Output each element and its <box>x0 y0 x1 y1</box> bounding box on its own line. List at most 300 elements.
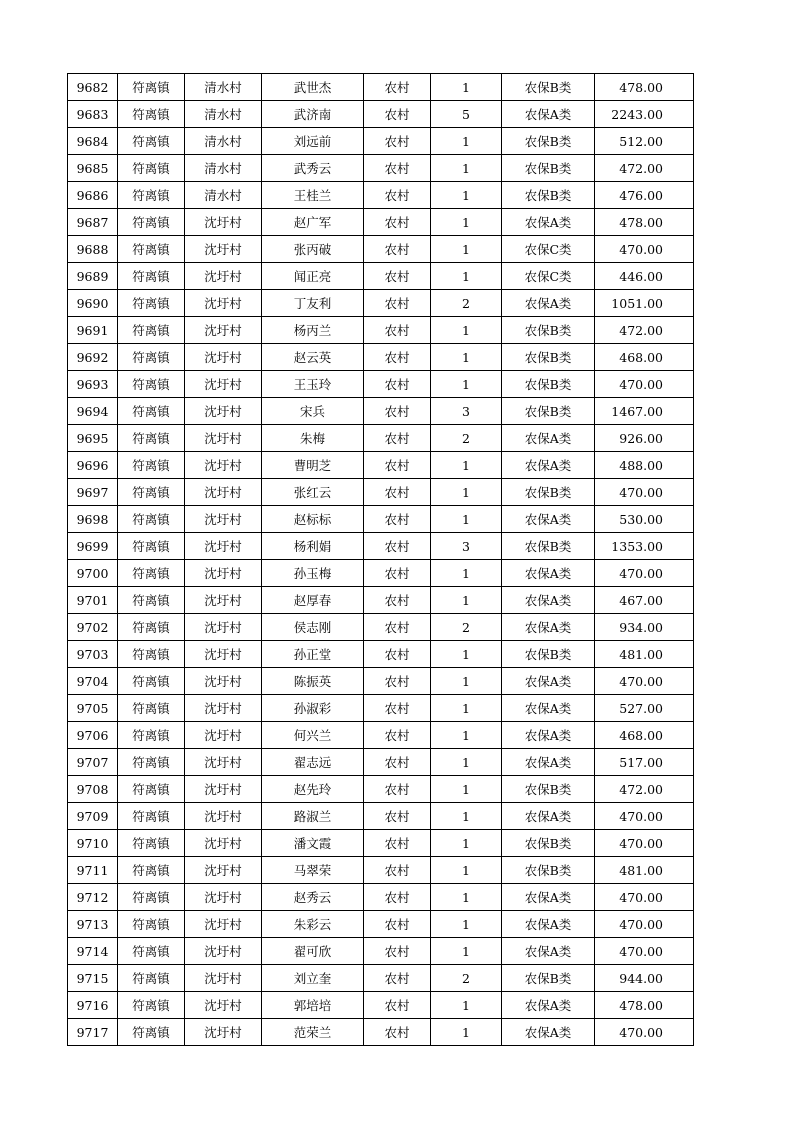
insurance-class-cell: 农保A类 <box>502 425 595 452</box>
record-id-cell: 9706 <box>68 722 118 749</box>
town-name-cell: 符离镇 <box>118 479 185 506</box>
table-row <box>68 857 694 884</box>
record-id-cell: 9707 <box>68 749 118 776</box>
insurance-class-cell: 农保B类 <box>502 371 595 398</box>
record-id-cell: 9702 <box>68 614 118 641</box>
amount-cell: 470.00 <box>595 479 694 506</box>
town-name-cell: 符离镇 <box>118 101 185 128</box>
village-name-cell: 沈圩村 <box>185 371 262 398</box>
person-name-cell: 赵云英 <box>262 344 364 371</box>
amount-cell: 476.00 <box>595 182 694 209</box>
area-type-cell: 农村 <box>364 830 431 857</box>
person-name-cell: 朱彩云 <box>262 911 364 938</box>
record-id-cell: 9712 <box>68 884 118 911</box>
record-id-cell: 9684 <box>68 128 118 155</box>
amount-cell: 926.00 <box>595 425 694 452</box>
insurance-class-cell: 农保B类 <box>502 776 595 803</box>
town-name-cell: 符离镇 <box>118 641 185 668</box>
record-id-cell: 9696 <box>68 452 118 479</box>
record-id-cell: 9715 <box>68 965 118 992</box>
village-name-cell: 沈圩村 <box>185 911 262 938</box>
area-type-cell: 农村 <box>364 371 431 398</box>
record-id-cell: 9694 <box>68 398 118 425</box>
amount-cell: 446.00 <box>595 263 694 290</box>
person-name-cell: 潘文霞 <box>262 830 364 857</box>
person-name-cell: 王玉玲 <box>262 371 364 398</box>
village-name-cell: 沈圩村 <box>185 695 262 722</box>
amount-cell: 472.00 <box>595 317 694 344</box>
record-id-cell: 9697 <box>68 479 118 506</box>
table-row <box>68 614 694 641</box>
person-name-cell: 侯志刚 <box>262 614 364 641</box>
household-size-cell: 1 <box>431 236 502 263</box>
amount-cell: 470.00 <box>595 668 694 695</box>
household-size-cell: 1 <box>431 695 502 722</box>
person-name-cell: 路淑兰 <box>262 803 364 830</box>
village-name-cell: 沈圩村 <box>185 236 262 263</box>
village-name-cell: 沈圩村 <box>185 938 262 965</box>
town-name-cell: 符离镇 <box>118 830 185 857</box>
amount-cell: 481.00 <box>595 641 694 668</box>
household-size-cell: 2 <box>431 425 502 452</box>
area-type-cell: 农村 <box>364 263 431 290</box>
record-id-cell: 9688 <box>68 236 118 263</box>
village-name-cell: 沈圩村 <box>185 506 262 533</box>
insurance-class-cell: 农保A类 <box>502 290 595 317</box>
table-row <box>68 398 694 425</box>
person-name-cell: 刘远前 <box>262 128 364 155</box>
amount-cell: 481.00 <box>595 857 694 884</box>
table-row <box>68 155 694 182</box>
village-name-cell: 沈圩村 <box>185 452 262 479</box>
records-table <box>67 73 694 1046</box>
person-name-cell: 郭培培 <box>262 992 364 1019</box>
table-row <box>68 1019 694 1046</box>
amount-cell: 934.00 <box>595 614 694 641</box>
insurance-class-cell: 农保A类 <box>502 992 595 1019</box>
household-size-cell: 1 <box>431 317 502 344</box>
insurance-class-cell: 农保B类 <box>502 965 595 992</box>
village-name-cell: 沈圩村 <box>185 803 262 830</box>
household-size-cell: 1 <box>431 1019 502 1046</box>
area-type-cell: 农村 <box>364 776 431 803</box>
person-name-cell: 陈振英 <box>262 668 364 695</box>
insurance-class-cell: 农保B类 <box>502 155 595 182</box>
village-name-cell: 沈圩村 <box>185 290 262 317</box>
table-row <box>68 101 694 128</box>
town-name-cell: 符离镇 <box>118 209 185 236</box>
insurance-class-cell: 农保B类 <box>502 857 595 884</box>
insurance-class-cell: 农保A类 <box>502 938 595 965</box>
household-size-cell: 1 <box>431 560 502 587</box>
town-name-cell: 符离镇 <box>118 776 185 803</box>
person-name-cell: 翟可欣 <box>262 938 364 965</box>
insurance-class-cell: 农保A类 <box>502 101 595 128</box>
village-name-cell: 沈圩村 <box>185 722 262 749</box>
village-name-cell: 沈圩村 <box>185 749 262 776</box>
table-row <box>68 587 694 614</box>
area-type-cell: 农村 <box>364 533 431 560</box>
village-name-cell: 清水村 <box>185 128 262 155</box>
household-size-cell: 1 <box>431 344 502 371</box>
area-type-cell: 农村 <box>364 938 431 965</box>
household-size-cell: 1 <box>431 911 502 938</box>
household-size-cell: 1 <box>431 749 502 776</box>
insurance-class-cell: 农保A类 <box>502 506 595 533</box>
amount-cell: 478.00 <box>595 74 694 101</box>
town-name-cell: 符离镇 <box>118 533 185 560</box>
person-name-cell: 赵广军 <box>262 209 364 236</box>
amount-cell: 467.00 <box>595 587 694 614</box>
area-type-cell: 农村 <box>364 695 431 722</box>
insurance-class-cell: 农保C类 <box>502 236 595 263</box>
household-size-cell: 1 <box>431 128 502 155</box>
insurance-class-cell: 农保B类 <box>502 830 595 857</box>
person-name-cell: 张红云 <box>262 479 364 506</box>
insurance-class-cell: 农保A类 <box>502 722 595 749</box>
household-size-cell: 1 <box>431 587 502 614</box>
village-name-cell: 沈圩村 <box>185 776 262 803</box>
area-type-cell: 农村 <box>364 344 431 371</box>
household-size-cell: 1 <box>431 209 502 236</box>
table-row <box>68 317 694 344</box>
table-row <box>68 992 694 1019</box>
insurance-class-cell: 农保B类 <box>502 317 595 344</box>
village-name-cell: 沈圩村 <box>185 209 262 236</box>
table-row <box>68 128 694 155</box>
household-size-cell: 1 <box>431 803 502 830</box>
table-body <box>68 74 694 1046</box>
person-name-cell: 武秀云 <box>262 155 364 182</box>
record-id-cell: 9701 <box>68 587 118 614</box>
household-size-cell: 1 <box>431 857 502 884</box>
person-name-cell: 孙玉梅 <box>262 560 364 587</box>
amount-cell: 944.00 <box>595 965 694 992</box>
person-name-cell: 赵厚春 <box>262 587 364 614</box>
household-size-cell: 1 <box>431 263 502 290</box>
area-type-cell: 农村 <box>364 614 431 641</box>
town-name-cell: 符离镇 <box>118 722 185 749</box>
area-type-cell: 农村 <box>364 452 431 479</box>
village-name-cell: 沈圩村 <box>185 1019 262 1046</box>
household-size-cell: 1 <box>431 668 502 695</box>
amount-cell: 470.00 <box>595 560 694 587</box>
village-name-cell: 沈圩村 <box>185 398 262 425</box>
person-name-cell: 孙正堂 <box>262 641 364 668</box>
insurance-class-cell: 农保C类 <box>502 263 595 290</box>
table-row <box>68 182 694 209</box>
town-name-cell: 符离镇 <box>118 371 185 398</box>
amount-cell: 470.00 <box>595 236 694 263</box>
village-name-cell: 清水村 <box>185 182 262 209</box>
area-type-cell: 农村 <box>364 749 431 776</box>
insurance-class-cell: 农保A类 <box>502 884 595 911</box>
table-row <box>68 803 694 830</box>
town-name-cell: 符离镇 <box>118 1019 185 1046</box>
record-id-cell: 9703 <box>68 641 118 668</box>
area-type-cell: 农村 <box>364 506 431 533</box>
area-type-cell: 农村 <box>364 236 431 263</box>
person-name-cell: 杨利娟 <box>262 533 364 560</box>
person-name-cell: 丁友利 <box>262 290 364 317</box>
village-name-cell: 沈圩村 <box>185 965 262 992</box>
household-size-cell: 1 <box>431 452 502 479</box>
insurance-class-cell: 农保A类 <box>502 560 595 587</box>
person-name-cell: 赵秀云 <box>262 884 364 911</box>
amount-cell: 470.00 <box>595 884 694 911</box>
table-row <box>68 533 694 560</box>
household-size-cell: 3 <box>431 398 502 425</box>
insurance-class-cell: 农保A类 <box>502 911 595 938</box>
amount-cell: 1353.00 <box>595 533 694 560</box>
village-name-cell: 沈圩村 <box>185 641 262 668</box>
village-name-cell: 沈圩村 <box>185 857 262 884</box>
insurance-class-cell: 农保A类 <box>502 209 595 236</box>
town-name-cell: 符离镇 <box>118 425 185 452</box>
amount-cell: 488.00 <box>595 452 694 479</box>
record-id-cell: 9710 <box>68 830 118 857</box>
amount-cell: 517.00 <box>595 749 694 776</box>
area-type-cell: 农村 <box>364 884 431 911</box>
town-name-cell: 符离镇 <box>118 911 185 938</box>
amount-cell: 472.00 <box>595 776 694 803</box>
insurance-class-cell: 农保B类 <box>502 533 595 560</box>
town-name-cell: 符离镇 <box>118 317 185 344</box>
area-type-cell: 农村 <box>364 425 431 452</box>
person-name-cell: 赵先玲 <box>262 776 364 803</box>
town-name-cell: 符离镇 <box>118 614 185 641</box>
person-name-cell: 何兴兰 <box>262 722 364 749</box>
amount-cell: 468.00 <box>595 722 694 749</box>
village-name-cell: 沈圩村 <box>185 830 262 857</box>
insurance-class-cell: 农保A类 <box>502 695 595 722</box>
table-row <box>68 695 694 722</box>
record-id-cell: 9713 <box>68 911 118 938</box>
record-id-cell: 9699 <box>68 533 118 560</box>
person-name-cell: 杨丙兰 <box>262 317 364 344</box>
insurance-class-cell: 农保B类 <box>502 398 595 425</box>
table-row <box>68 749 694 776</box>
town-name-cell: 符离镇 <box>118 938 185 965</box>
amount-cell: 1467.00 <box>595 398 694 425</box>
town-name-cell: 符离镇 <box>118 668 185 695</box>
amount-cell: 478.00 <box>595 209 694 236</box>
table-row <box>68 830 694 857</box>
record-id-cell: 9683 <box>68 101 118 128</box>
town-name-cell: 符离镇 <box>118 290 185 317</box>
insurance-class-cell: 农保B类 <box>502 128 595 155</box>
town-name-cell: 符离镇 <box>118 452 185 479</box>
amount-cell: 1051.00 <box>595 290 694 317</box>
insurance-class-cell: 农保B类 <box>502 74 595 101</box>
area-type-cell: 农村 <box>364 209 431 236</box>
amount-cell: 470.00 <box>595 830 694 857</box>
person-name-cell: 翟志远 <box>262 749 364 776</box>
village-name-cell: 沈圩村 <box>185 425 262 452</box>
town-name-cell: 符离镇 <box>118 182 185 209</box>
person-name-cell: 曹明芝 <box>262 452 364 479</box>
record-id-cell: 9708 <box>68 776 118 803</box>
table-row <box>68 560 694 587</box>
area-type-cell: 农村 <box>364 722 431 749</box>
record-id-cell: 9716 <box>68 992 118 1019</box>
table-row <box>68 641 694 668</box>
person-name-cell: 闻正亮 <box>262 263 364 290</box>
household-size-cell: 2 <box>431 290 502 317</box>
amount-cell: 470.00 <box>595 1019 694 1046</box>
area-type-cell: 农村 <box>364 398 431 425</box>
village-name-cell: 沈圩村 <box>185 587 262 614</box>
village-name-cell: 沈圩村 <box>185 533 262 560</box>
amount-cell: 470.00 <box>595 803 694 830</box>
table-row <box>68 425 694 452</box>
record-id-cell: 9711 <box>68 857 118 884</box>
insurance-class-cell: 农保A类 <box>502 614 595 641</box>
village-name-cell: 清水村 <box>185 155 262 182</box>
insurance-class-cell: 农保A类 <box>502 587 595 614</box>
record-id-cell: 9685 <box>68 155 118 182</box>
household-size-cell: 1 <box>431 938 502 965</box>
person-name-cell: 张丙破 <box>262 236 364 263</box>
village-name-cell: 沈圩村 <box>185 479 262 506</box>
town-name-cell: 符离镇 <box>118 398 185 425</box>
insurance-class-cell: 农保A类 <box>502 452 595 479</box>
record-id-cell: 9689 <box>68 263 118 290</box>
household-size-cell: 1 <box>431 722 502 749</box>
person-name-cell: 范荣兰 <box>262 1019 364 1046</box>
table-row <box>68 290 694 317</box>
table-row <box>68 371 694 398</box>
household-size-cell: 1 <box>431 371 502 398</box>
area-type-cell: 农村 <box>364 182 431 209</box>
amount-cell: 2243.00 <box>595 101 694 128</box>
record-id-cell: 9714 <box>68 938 118 965</box>
table-row <box>68 776 694 803</box>
table-row <box>68 74 694 101</box>
amount-cell: 530.00 <box>595 506 694 533</box>
amount-cell: 470.00 <box>595 371 694 398</box>
insurance-class-cell: 农保B类 <box>502 479 595 506</box>
town-name-cell: 符离镇 <box>118 992 185 1019</box>
area-type-cell: 农村 <box>364 317 431 344</box>
household-size-cell: 2 <box>431 614 502 641</box>
record-id-cell: 9691 <box>68 317 118 344</box>
area-type-cell: 农村 <box>364 668 431 695</box>
record-id-cell: 9705 <box>68 695 118 722</box>
record-id-cell: 9682 <box>68 74 118 101</box>
table-row <box>68 506 694 533</box>
area-type-cell: 农村 <box>364 290 431 317</box>
household-size-cell: 5 <box>431 101 502 128</box>
amount-cell: 478.00 <box>595 992 694 1019</box>
village-name-cell: 清水村 <box>185 74 262 101</box>
area-type-cell: 农村 <box>364 992 431 1019</box>
household-size-cell: 1 <box>431 992 502 1019</box>
area-type-cell: 农村 <box>364 857 431 884</box>
record-id-cell: 9709 <box>68 803 118 830</box>
household-size-cell: 1 <box>431 479 502 506</box>
town-name-cell: 符离镇 <box>118 155 185 182</box>
household-size-cell: 2 <box>431 965 502 992</box>
record-id-cell: 9717 <box>68 1019 118 1046</box>
table-row <box>68 911 694 938</box>
table-row <box>68 263 694 290</box>
town-name-cell: 符离镇 <box>118 263 185 290</box>
insurance-class-cell: 农保A类 <box>502 1019 595 1046</box>
record-id-cell: 9693 <box>68 371 118 398</box>
town-name-cell: 符离镇 <box>118 965 185 992</box>
person-name-cell: 赵标标 <box>262 506 364 533</box>
village-name-cell: 沈圩村 <box>185 668 262 695</box>
person-name-cell: 王桂兰 <box>262 182 364 209</box>
town-name-cell: 符离镇 <box>118 587 185 614</box>
household-size-cell: 1 <box>431 155 502 182</box>
area-type-cell: 农村 <box>364 965 431 992</box>
table-row <box>68 452 694 479</box>
area-type-cell: 农村 <box>364 155 431 182</box>
town-name-cell: 符离镇 <box>118 74 185 101</box>
household-size-cell: 1 <box>431 74 502 101</box>
area-type-cell: 农村 <box>364 641 431 668</box>
record-id-cell: 9687 <box>68 209 118 236</box>
household-size-cell: 1 <box>431 830 502 857</box>
area-type-cell: 农村 <box>364 479 431 506</box>
area-type-cell: 农村 <box>364 587 431 614</box>
table-row <box>68 965 694 992</box>
insurance-class-cell: 农保B类 <box>502 641 595 668</box>
person-name-cell: 马翠荣 <box>262 857 364 884</box>
record-id-cell: 9704 <box>68 668 118 695</box>
amount-cell: 512.00 <box>595 128 694 155</box>
person-name-cell: 武世杰 <box>262 74 364 101</box>
person-name-cell: 武济南 <box>262 101 364 128</box>
table-row <box>68 236 694 263</box>
town-name-cell: 符离镇 <box>118 695 185 722</box>
village-name-cell: 沈圩村 <box>185 263 262 290</box>
amount-cell: 527.00 <box>595 695 694 722</box>
insurance-class-cell: 农保B类 <box>502 182 595 209</box>
amount-cell: 472.00 <box>595 155 694 182</box>
household-size-cell: 1 <box>431 182 502 209</box>
insurance-class-cell: 农保B类 <box>502 344 595 371</box>
village-name-cell: 沈圩村 <box>185 344 262 371</box>
record-id-cell: 9698 <box>68 506 118 533</box>
person-name-cell: 孙淑彩 <box>262 695 364 722</box>
table-row <box>68 884 694 911</box>
table-row <box>68 344 694 371</box>
insurance-class-cell: 农保A类 <box>502 749 595 776</box>
person-name-cell: 朱梅 <box>262 425 364 452</box>
area-type-cell: 农村 <box>364 803 431 830</box>
town-name-cell: 符离镇 <box>118 803 185 830</box>
amount-cell: 468.00 <box>595 344 694 371</box>
village-name-cell: 沈圩村 <box>185 317 262 344</box>
record-id-cell: 9695 <box>68 425 118 452</box>
village-name-cell: 沈圩村 <box>185 614 262 641</box>
area-type-cell: 农村 <box>364 911 431 938</box>
table-row <box>68 479 694 506</box>
table-row <box>68 722 694 749</box>
town-name-cell: 符离镇 <box>118 128 185 155</box>
household-size-cell: 1 <box>431 884 502 911</box>
table-row <box>68 668 694 695</box>
town-name-cell: 符离镇 <box>118 344 185 371</box>
town-name-cell: 符离镇 <box>118 857 185 884</box>
household-size-cell: 3 <box>431 533 502 560</box>
village-name-cell: 清水村 <box>185 101 262 128</box>
area-type-cell: 农村 <box>364 560 431 587</box>
insurance-class-cell: 农保A类 <box>502 668 595 695</box>
